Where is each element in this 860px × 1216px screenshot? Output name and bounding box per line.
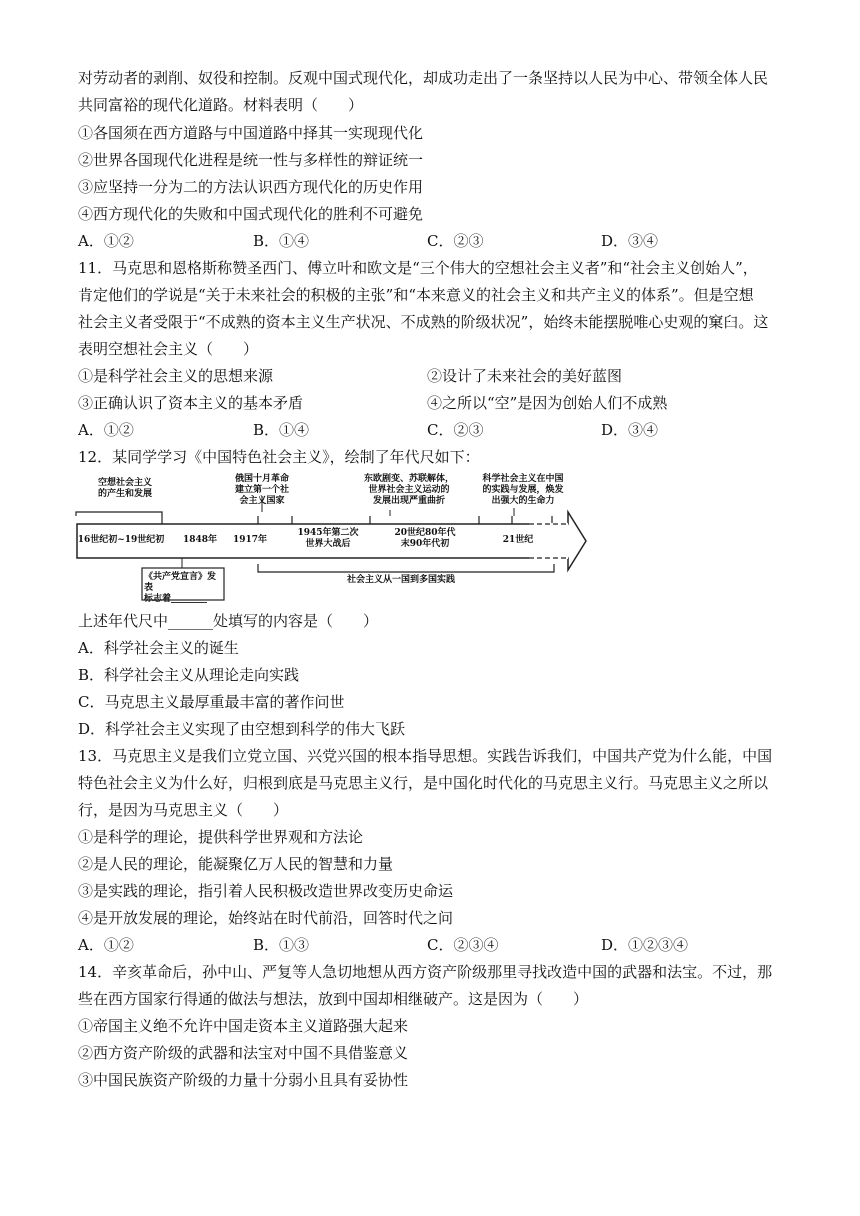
q10-line: 对劳动者的剥削、奴役和控制。反观中国式现代化，却成功走出了一条坚持以人民为中心、带领全体人民 — [78, 69, 769, 87]
q13-option-a[interactable]: A．①② — [78, 936, 134, 954]
q13-line: 特色社会主义为什么好，归根到底是马克思主义行，是中国化时代化的马克思主义行。马克思主义之所以 — [78, 774, 769, 792]
q10-option-a[interactable]: A．①② — [78, 232, 134, 250]
timeline-tick-16c: 16世纪初~19世纪初 — [77, 535, 165, 545]
q13-option-c[interactable]: C．②③④ — [427, 936, 499, 954]
q12-option-d[interactable]: D．科学社会主义实现了由空想到科学的伟大飞跃 — [78, 720, 406, 738]
timeline-box-manifesto: 《共产党宣言》发表 标志着________ — [144, 572, 217, 604]
q11-choice-3: ③正确认识了资本主义的基本矛盾 — [78, 394, 304, 412]
timeline-label-china: 科学社会主义在中国 的实践与发展，焕发 出强大的生命力 — [482, 474, 564, 506]
q13-choice: ①是科学的理论，提供科学世界观和方法论 — [78, 828, 364, 846]
q11-line: 社会主义者受限于“不成熟的资本主义生产状况、不成熟的阶级状况”，始终未能摆脱唯心史观的窠臼。这 — [78, 313, 769, 331]
q10-option-c[interactable]: C．②③ — [427, 232, 484, 250]
q10-choice: ②世界各国现代化进程是统一性与多样性的辩证统一 — [78, 151, 424, 169]
timeline-label-multinational: 社会主义从一国到多国实践 — [346, 575, 455, 585]
q13-choice: ②是人民的理论，能凝聚亿万人民的智慧和力量 — [78, 855, 394, 873]
q11-choice-2: ②设计了未来社会的美好蓝图 — [427, 367, 623, 385]
q11-line: 表明空想社会主义（ ） — [78, 340, 259, 358]
q10-choice: ③应坚持一分为二的方法认识西方现代化的历史作用 — [78, 178, 424, 196]
q13-option-b[interactable]: B．①③ — [253, 936, 310, 954]
q10-option-b[interactable]: B．①④ — [253, 232, 310, 250]
q14-choice: ②西方资产阶级的武器和法宝对中国不具借鉴意义 — [78, 1044, 409, 1062]
q12-option-b[interactable]: B．科学社会主义从理论走向实践 — [78, 666, 300, 684]
q11-option-a[interactable]: A．①② — [78, 421, 134, 439]
q10-option-d[interactable]: D．③④ — [601, 232, 659, 250]
timeline-label-utopian: 空想社会主义 的产生和发展 — [97, 478, 152, 499]
q14-line: 14．辛亥革命后，孙中山、严复等人急切地想从西方资产阶级那里寻找改造中国的武器和法宝。不过，那 — [78, 963, 773, 981]
timeline-tick-21c: 21世纪 — [502, 535, 534, 545]
timeline-figure — [74, 472, 590, 602]
q10-line: 共同富裕的现代化道路。材料表明（ ） — [78, 96, 364, 114]
q13-choice: ④是开放发展的理论，始终站在时代前沿，回答时代之问 — [78, 909, 454, 927]
timeline-tick-1848: 1848年 — [182, 535, 218, 545]
q12-stem: 12．某同学学习《中国特色社会主义》，绘制了年代尺如下： — [78, 448, 480, 466]
q14-choice: ③中国民族资产阶级的力量十分弱小且具有妥协性 — [78, 1071, 409, 1089]
q11-option-b[interactable]: B．①④ — [253, 421, 310, 439]
q10-choice: ①各国须在西方道路与中国道路中择其一实现现代化 — [78, 124, 424, 142]
timeline-tick-1980s: 20世纪80年代 末90年代初 — [394, 528, 456, 549]
q10-choice: ④西方现代化的失败和中国式现代化的胜利不可避免 — [78, 205, 424, 223]
q14-line: 些在西方国家行得通的做法与想法，放到中国却相继破产。这是因为（ ） — [78, 990, 589, 1008]
q13-choice: ③是实践的理论，指引着人民积极改造世界改变历史命运 — [78, 882, 454, 900]
q12-follow: 上述年代尺中______处填写的内容是（ ） — [78, 612, 379, 630]
q13-line: 13．马克思主义是我们立党立国、兴党兴国的根本指导思想。实践告诉我们，中国共产党为什么能，中国 — [78, 747, 773, 765]
q11-option-d[interactable]: D．③④ — [601, 421, 659, 439]
q12-option-c[interactable]: C．马克思主义最厚重最丰富的著作问世 — [78, 693, 345, 711]
timeline-tick-1945: 1945年第二次 世界大战后 — [297, 528, 359, 549]
q11-choice-1: ①是科学社会主义的思想来源 — [78, 367, 274, 385]
q12-option-a[interactable]: A．科学社会主义的诞生 — [78, 639, 239, 657]
q13-line: 行，是因为马克思主义（ ） — [78, 801, 289, 819]
timeline-label-eastern-europe: 东欧剧变、苏联解体， 世界社会主义运动的 发展出现严重曲折 — [363, 474, 454, 506]
q11-choice-4: ④之所以“空”是因为创始人们不成熟 — [427, 394, 668, 412]
timeline-label-october: 俄国十月革命 建立第一个社 会主义国家 — [234, 474, 289, 506]
q11-line: 11．马克思和恩格斯称赞圣西门、傅立叶和欧文是“三个伟大的空想社会主义者”和“社会主义创始人”， — [78, 259, 758, 277]
q11-option-c[interactable]: C．②③ — [427, 421, 484, 439]
q13-option-d[interactable]: D．①②③④ — [601, 936, 689, 954]
q14-choice: ①帝国主义绝不允许中国走资本主义道路强大起来 — [78, 1017, 409, 1035]
q11-line: 肯定他们的学说是“关于未来社会的积极的主张”和“本来意义的社会主义和共产主义的体系”。但是空想 — [78, 286, 754, 304]
timeline-tick-1917: 1917年 — [232, 535, 268, 545]
